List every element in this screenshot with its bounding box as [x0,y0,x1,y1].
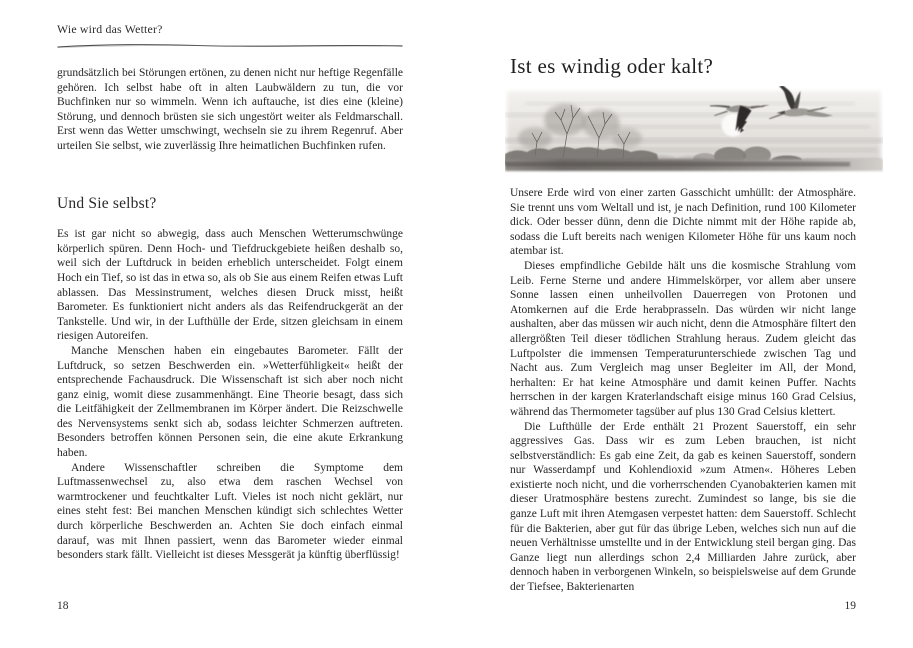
page-number-right: 19 [844,600,856,612]
paragraph: Dieses empfindliche Gebilde hält uns die kosmische Strahlung vom Leib. Ferne Sterne und andere Himmelskörper, vor allem aber unsere Sonne lassen einen unheilvollen Dauerregen von Protonen und Atomkernen auf die Erde herabprasseln. Das würden wir nicht lange aushalten, aber das müssen wir auch nicht, denn die Atmosphäre filtert den allergrößten Teil dieser tödlichen Strahlung heraus. Zudem gleicht das Luftpolster die immensen Temperaturunterschiede zwischen Tag und Nacht aus. Zum Vergleich mag unser Begleiter im All, der Mond, herhalten: Er hat keine Atmosphäre und damit keinen Puffer. Nachts herrschen in der kargen Kraterlandschaft eisige minus 160 Grad Celsius, während das Thermometer tagsüber auf plus 130 Grad Celsius klettert. [510,259,856,418]
section-heading: Und Sie selbst? [57,194,157,212]
page-right [505,0,883,648]
paragraph: Es ist gar nicht so abwegig, dass auch Menschen Wetterumschwünge körperlich spüren. Denn Hoch- und Tiefdruckgebiete heißen deshalb so, weil sich der Luftdruck in beiden erheblich unterscheidet. Folgt einem Hoch ein Tief, so ist das in etwa so, als ob Sie aus einem Reifen etwas Luft ablassen. Das Messinstrument, welches diesen Druck misst, heißt Barometer. Es funktioniert nicht anders als das Reifendruckgerät an der Tankstelle. Und wir, in der Lufthülle der Erde, sitzen gleichsam in einem riesigen Autoreifen. [57,228,403,343]
ground [505,159,883,171]
crane-illustration [505,86,883,178]
page-number-left: 18 [57,600,69,612]
chapter-title: Ist es windig oder kalt? [510,54,714,78]
header-rule [57,42,403,50]
running-header: Wie wird das Wetter? [57,22,163,36]
paragraph: grundsätzlich bei Störungen ertönen, zu denen nicht nur heftige Regenfälle gehören. Ich selbst habe oft in alten Laubwäldern zu tun, die vor Buchfinken nur so wimmeln. Wenn ich auftauche, ist dies eine (kleine) Störung, und dennoch brüsten sie sich ungestört weiter als Feldmarschall. Erst wenn das Wetter umschwingt, wechseln sie zu ihrem Regenruf. Aber urteilen Sie selbst, wie zuverlässig Ihre heimatlichen Buchfinken rufen. [57,67,403,152]
paragraph: Die Lufthülle der Erde enthält 21 Prozent Sauerstoff, ein sehr aggressives Gas. Dass wir es zum Leben brauchen, ist nicht selbstverständlich: Es gab eine Zeit, da gab es keinen Sauerstoff, sondern nur Wasserdampf und Kohlendioxid »zum Atmen«. Höheres Leben existierte noch nicht, und die vorherrschenden Cyanobakterien kamen mit dieser Uratmosphäre bestens zurecht. Zumindest so lange, bis sie die ganze Luft mit ihren Atemgasen verpestet hatten: dem Sauerstoff. Schlecht für die Bakterien, aber gut für das übrige Leben, welches sich nun auf die neuen Verhältnisse umstellte und in der Entwicklung steil bergan ging. Das Ganze liegt nun allerdings schon 2,4 Milliarden Jahre zurück, aber dennoch haben in verborgenen Winkeln, so beispielsweise auf dem Grunde der Tiefsee, Bakterienarten [510,420,856,594]
paragraph: Unsere Erde wird von einer zarten Gasschicht umhüllt: der Atmosphäre. Sie trennt uns vom Weltall und ist, je nach Definition, rund 100 Kilometer dick. Oder besser dünn, denn die Dichte nimmt mit der Höhe rapide ab, sodass die Luft bereits nach wenigen Kilometer Höhe für uns kaum noch atembar ist. [510,187,856,258]
right-text-column [510,186,856,595]
paragraph: Manche Menschen haben ein eingebautes Barometer. Fällt der Luftdruck, so setzen Beschwerden ein. »Wetterfühligkeit« heißt der entsprechende Fachausdruck. Die Wissenschaft ist sich aber noch nicht ganz einig, womit diese zusammenhängt. Eine Theorie besagt, dass sich die Leitfähigkeit der Zellmembranen im Körper ändert. Die Reizschwelle des Nervensystems senkt sich ab, sodass leichter Schmerzen auftreten. Besonders betroffen können Personen sein, die eine akute Erkrankung haben. [57,344,403,460]
page-left [57,0,403,648]
left-text-column [57,66,403,563]
paragraph: Andere Wissenschaftler schreiben die Symptome dem Luftmassenwechsel zu, also etwa dem raschen Wechsel von warmtrockener und feuchtkalter Luft. Vieles ist noch nicht geklärt, nur eines steht fest: Bei manchen Menschen kündigt sich schlechtes Wetter durch körperliche Beschwerden an. Achten Sie doch einfach einmal darauf, was mit Ihnen passiert, wenn das Barometer wieder einmal besonders stark fällt. Vielleicht ist dieses Messgerät ja künftig überflüssig! [57,461,403,562]
